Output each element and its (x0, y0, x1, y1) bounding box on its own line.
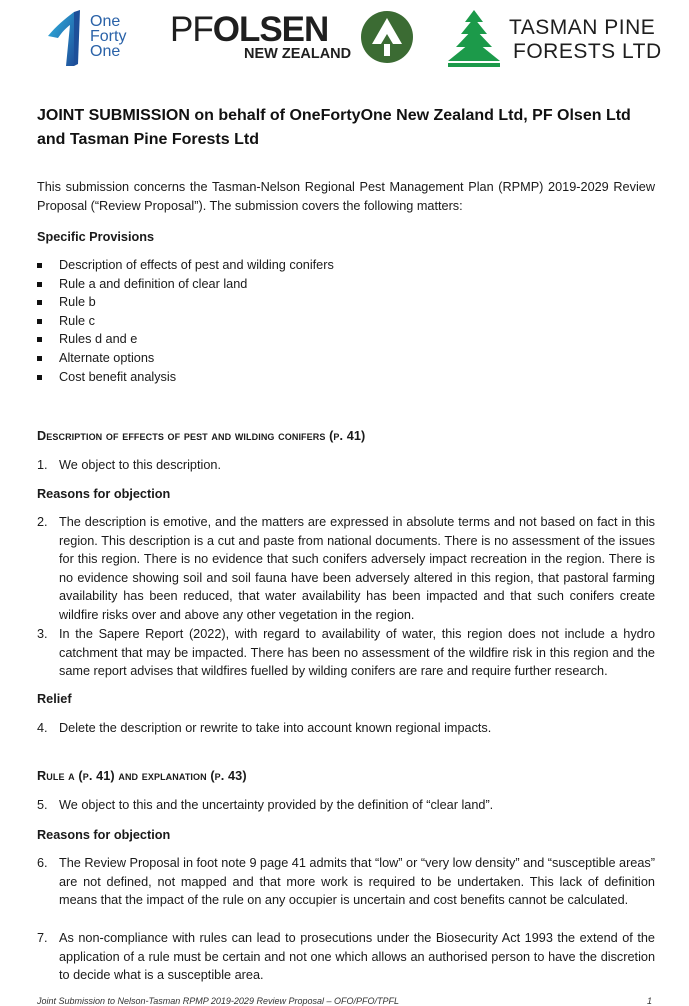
paragraph-text: We object to this and the uncertainty provided by the definition of “clear land”. (59, 798, 494, 812)
tasman-logo (445, 10, 685, 72)
provisions-list (37, 256, 637, 386)
pfolsen-logo (170, 8, 420, 70)
paragraph-number: 3. (37, 627, 48, 641)
list-item: Rule a and definition of clear land (37, 275, 637, 294)
pfolsen-tree-icon (360, 10, 414, 64)
numbered-paragraph-5 (37, 796, 655, 815)
paragraph-text: The description is emotive, and the matters are expressed in absolute terms and not based on fact in this region. This description is a cut and paste from national documents. There is no assessment of the issues for this region. There is no evidence that such conifers adversely impact recreation in the region. There is no evidence showing soil and soil fauna have been adversely altered in this region, that pastoral farming availability has been reduced, that water availability has been impacted and that such conifers create wildfire risks over and above any other vegetation in the region. (59, 515, 655, 622)
tasman-name-line-1: TASMAN PINE (509, 16, 656, 39)
paragraph-text: In the Sapere Report (2022), with regard to availability of water, this region does not include a hydro catchment that may be impacted. There has been no assessment of the wildfire risk in this region and the same report advises that wildfires fuelled by wilding conifers are rare and require further research. (59, 627, 655, 678)
tasman-pine-tree-icon (445, 10, 503, 70)
onefortyone-word-1: One (90, 13, 121, 30)
paragraph-text: Delete the description or rewrite to take into account known regional impacts. (59, 721, 492, 735)
tasman-name-line-2: FORESTS LTD (513, 40, 662, 63)
paragraph-text: The Review Proposal in foot note 9 page 41 admits that “low” or “very low density” and “susceptible areas” are not defined, not mapped and that more work is required to be undertaken. This lack of definition means that the impact of the rule on any occupier is uncertain and cost benefits cannot be calculated. (59, 856, 655, 907)
paragraph-number: 4. (37, 721, 48, 735)
page-number: 1 (646, 996, 652, 1006)
list-item: Alternate options (37, 349, 637, 368)
intro-paragraph: This submission concerns the Tasman-Nelson Regional Pest Management Plan (RPMP) 2019-2029 Review Proposal (“Review Proposal”). The submission covers the following matters: (37, 180, 655, 213)
footer-text: Joint Submission to Nelson-Tasman RPMP 2019-2029 Review Proposal – OFO/PFO/TPFL (37, 996, 399, 1006)
numbered-paragraph-6 (37, 854, 655, 910)
reasons-heading-2: Reasons for objection (37, 828, 171, 842)
list-item: Rule b (37, 293, 637, 312)
paragraph-text: As non-compliance with rules can lead to prosecutions under the Biosecurity Act 1993 the extend of the application of a rule must be certain and not one which allows an authorised person to have the discretion to decide what is a susceptible area. (59, 931, 655, 982)
bullet-square-icon (37, 282, 42, 287)
section-heading-rule-a: Rule a (p. 41) and explanation (p. 43) (37, 769, 247, 783)
paragraph-number: 6. (37, 856, 48, 870)
relief-heading: Relief (37, 692, 72, 706)
list-item: Rules d and e (37, 330, 637, 349)
paragraph-number: 1. (37, 458, 48, 472)
specific-provisions-heading: Specific Provisions (37, 230, 155, 244)
list-item: Rule c (37, 312, 637, 331)
onefortyone-word-3: One (90, 43, 121, 60)
section-heading-description: Description of effects of pest and wilding conifers (p. 41) (37, 429, 366, 443)
document-title: JOINT SUBMISSION on behalf of OneFortyOne New Zealand Ltd, PF Olsen Ltd and Tasman Pine Forests Ltd (37, 107, 631, 148)
numbered-paragraph-7 (37, 929, 655, 985)
pfolsen-olsen: OLSEN (212, 10, 329, 49)
bullet-square-icon (37, 300, 42, 305)
onefortyone-logo (44, 8, 144, 70)
paragraph-text: We object to this description. (59, 458, 221, 472)
bullet-square-icon (37, 263, 42, 268)
onefortyone-mark-icon (44, 8, 88, 70)
paragraph-number: 5. (37, 798, 48, 812)
numbered-paragraph-1 (37, 456, 655, 475)
numbered-paragraph-3 (37, 625, 655, 681)
onefortyone-word-2: Forty (90, 28, 127, 45)
bullet-square-icon (37, 319, 42, 324)
numbered-paragraph-2 (37, 513, 655, 624)
bullet-square-icon (37, 337, 42, 342)
pfolsen-subtitle: NEW ZEALAND (244, 46, 352, 62)
list-item: Description of effects of pest and wilding conifers (37, 256, 637, 275)
list-item: Cost benefit analysis (37, 368, 637, 387)
pfolsen-pf: PF (170, 10, 213, 49)
paragraph-number: 7. (37, 931, 48, 945)
paragraph-number: 2. (37, 515, 48, 529)
bullet-square-icon (37, 375, 42, 380)
bullet-square-icon (37, 356, 42, 361)
logo-header (0, 0, 689, 78)
reasons-heading-1: Reasons for objection (37, 487, 171, 501)
numbered-paragraph-4 (37, 719, 655, 738)
page-footer (37, 996, 652, 1006)
